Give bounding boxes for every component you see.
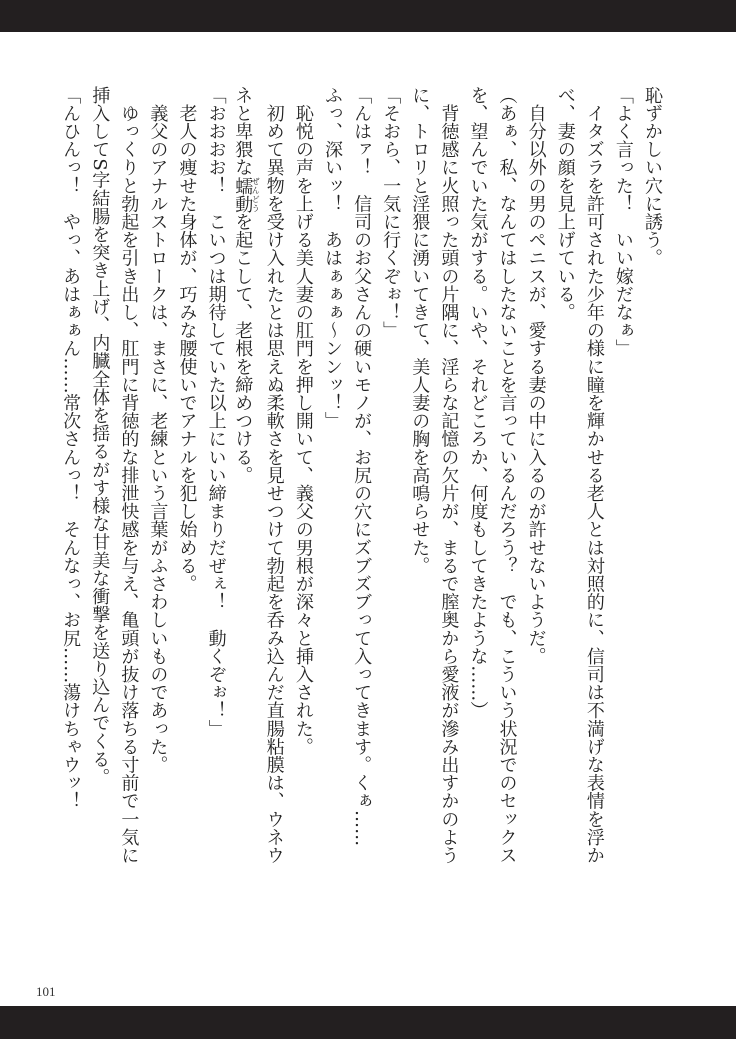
text-column: 義父のアナルストロークは、まさに、老練という言葉がふさわしいものであった。 (147, 86, 169, 774)
text-column: 挿入してS字結腸を突き上げ、内臓全体を揺るがす様な甘美な衝撃を送り込んでくる。 (89, 86, 111, 787)
text-column: 「よく言った！ いい嫁だなぁ」 (612, 86, 634, 358)
top-black-bar (0, 0, 736, 32)
ruby-column-before: ネと卑猥な (232, 86, 254, 177)
text-column: 「んはァ！ 信司のお父さんの硬いモノが、お尻の穴にズブズブって入ってきます。くぁ…… (351, 86, 373, 847)
ruby-reading: ぜんどう (251, 176, 260, 213)
text-column: 「そおら、一気に行くぞぉ！」 (380, 86, 402, 340)
text-column: ふっ、深いッ！ あはぁぁぁ～ンンッ！」 (321, 86, 343, 430)
ruby-base: 蠕動 (232, 176, 254, 213)
text-column: を、望んでいた気がする。いや、それどころか、何度もしてきたような……） (467, 86, 489, 720)
ruby-column-after: を起こして、老根を締めつける。 (232, 212, 254, 485)
text-column: べ、妻の顔を見上げている。 (554, 86, 576, 322)
text-column: 恥ずかしい穴に誘う。 (642, 86, 663, 267)
vertical-text-body (56, 86, 667, 886)
ruby-annotation (232, 176, 260, 213)
text-column: イタズラを許可された少年の様に瞳を輝かせる老人とは対照的に、信司は不満げな表情を浮か (583, 86, 605, 865)
text-column: 老人の痩せた身体が、巧みな腰使いでアナルを犯し始める。 (176, 86, 198, 593)
text-column: 背徳感に火照った頭の片隅に、淫らな記憶の欠片が、まるで膣奥から愛液が滲み出すかのよう (438, 86, 460, 865)
text-column: 初めて異物を受け入れたとは思えぬ柔軟さを見せつけて勃起を呑み込んだ直腸粘膜は、ウネウ (263, 86, 285, 865)
text-column: 自分以外の男のペニスが、愛する妻の中に入るのが許せないようだ。 (525, 86, 547, 666)
text-column: （あぁ、私、なんてはしたないことを言っているんだろう？ でも、こういう状況でのセックス (496, 86, 518, 865)
bottom-black-bar (0, 1006, 736, 1039)
text-column: ゆっくりと勃起を引き出し、肛門に背徳的な排泄快感を与え、亀頭が抜け落ちる寸前で一気に (118, 86, 140, 865)
text-column: 「んひんっ！ やっ、あはぁぁん……常次さんっ！ そんなっ、お尻……蕩けちゃウッ！ (60, 86, 82, 810)
text-column: 「おおおお！ こいつは期待していた以上にいい締まりだぜぇ！ 動くぞぉ！」 (205, 86, 227, 738)
page-number: 101 (36, 984, 56, 999)
text-column: に、トロリと淫猥に湧いてきて、美人妻の胸を高鳴らせた。 (409, 86, 431, 575)
text-column: 恥悦の声を上げる美人妻の肛門を押し開いて、義父の男根が深々と挿入された。 (292, 86, 314, 756)
text-column-with-ruby (231, 86, 260, 886)
